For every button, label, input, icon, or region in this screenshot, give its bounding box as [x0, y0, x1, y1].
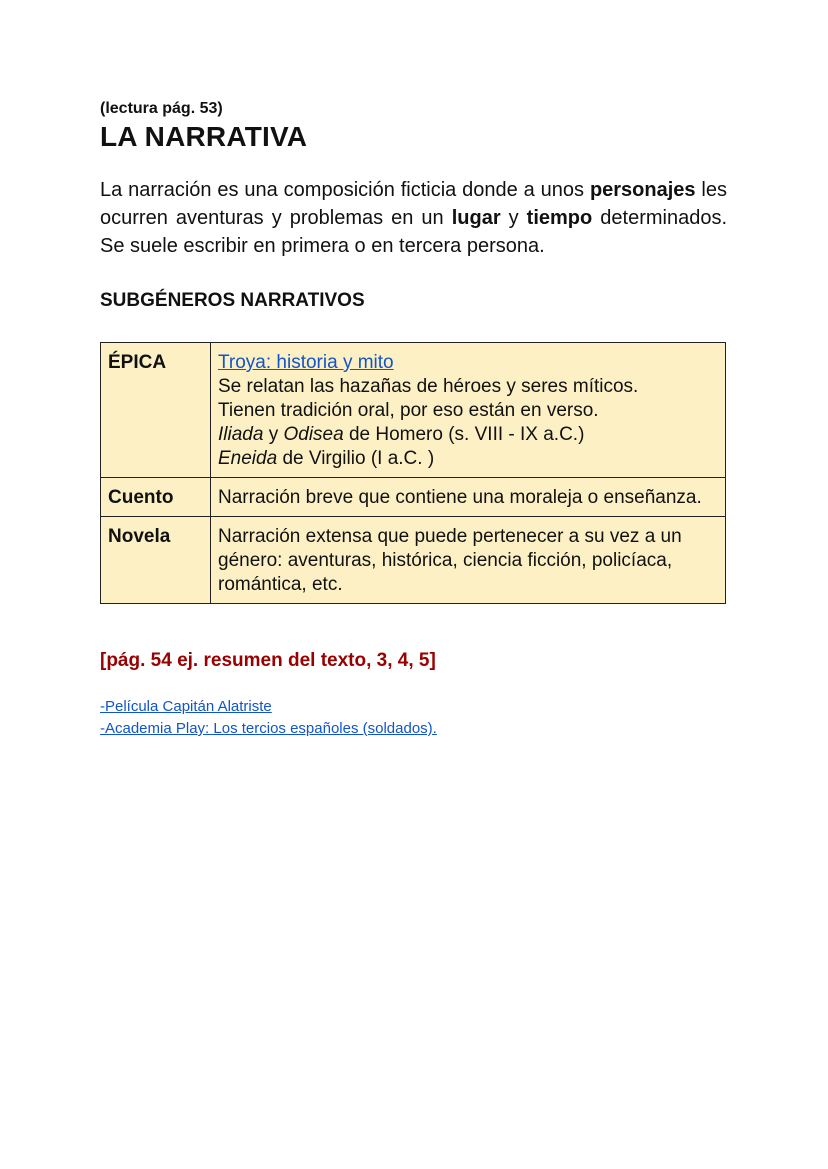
- epica-line-2: Tienen tradición oral, por eso están en verso.: [218, 400, 599, 421]
- epica-line-homer: [218, 423, 719, 447]
- odisea-title: Odisea: [283, 424, 344, 445]
- document-page: [100, 98, 727, 740]
- alatriste-link[interactable]: -Película Capitán Alatriste: [100, 698, 272, 715]
- intro-bold-lugar: lugar: [451, 207, 501, 229]
- description-cell-epica: [211, 343, 726, 478]
- conjunction: y: [263, 424, 284, 445]
- eneida-title: Eneida: [218, 448, 278, 469]
- virgilio-text: de Virgilio (I a.C. ): [277, 448, 435, 469]
- page-title: LA NARRATIVA: [100, 121, 308, 152]
- section-heading: SUBGÉNEROS NARRATIVOS: [100, 290, 365, 311]
- exercise-reference: [pág. 54 ej. resumen del texto, 3, 4, 5]: [100, 650, 436, 671]
- intro-text-2: les ocurren aventuras y problemas en un: [100, 179, 727, 229]
- description-cell-cuento: Narración breve que contiene una moraleja o enseñanza.: [211, 478, 726, 517]
- intro-bold-personajes: personajes: [589, 179, 696, 201]
- epica-line-virgil: [218, 447, 719, 471]
- intro-text-1: La narración es una composición ficticia donde a unos: [100, 179, 590, 201]
- homero-text: de Homero (s. VIII - IX a.C.): [343, 424, 585, 445]
- genre-cell-novela: Novela: [101, 517, 211, 604]
- intro-bold-tiempo: tiempo: [526, 207, 593, 229]
- table-row: [101, 517, 726, 604]
- genre-cell-epica: ÉPICA: [101, 343, 211, 478]
- description-cell-novela: Narración extensa que puede pertenecer a su vez a un género: aventuras, histórica, ciencia ficción, policíaca, romántica, etc.: [211, 517, 726, 604]
- table-row: [101, 478, 726, 517]
- epica-line-1: Se relatan las hazañas de héroes y seres míticos.: [218, 376, 639, 397]
- table-row: [101, 343, 726, 478]
- resource-links: [100, 696, 727, 740]
- subgenres-table: [100, 342, 726, 604]
- troya-link[interactable]: Troya: historia y mito: [218, 352, 394, 373]
- reading-reference: (lectura pág. 53): [100, 100, 223, 117]
- intro-paragraph: [100, 176, 727, 260]
- iliada-title: Iliada: [218, 424, 264, 445]
- academia-play-link[interactable]: -Academia Play: Los tercios españoles (soldados).: [100, 720, 437, 737]
- genre-cell-cuento: Cuento: [101, 478, 211, 517]
- intro-text-4: determinados. Se suele escribir en primera o en tercera persona.: [100, 207, 728, 257]
- intro-text-3: y: [500, 207, 527, 229]
